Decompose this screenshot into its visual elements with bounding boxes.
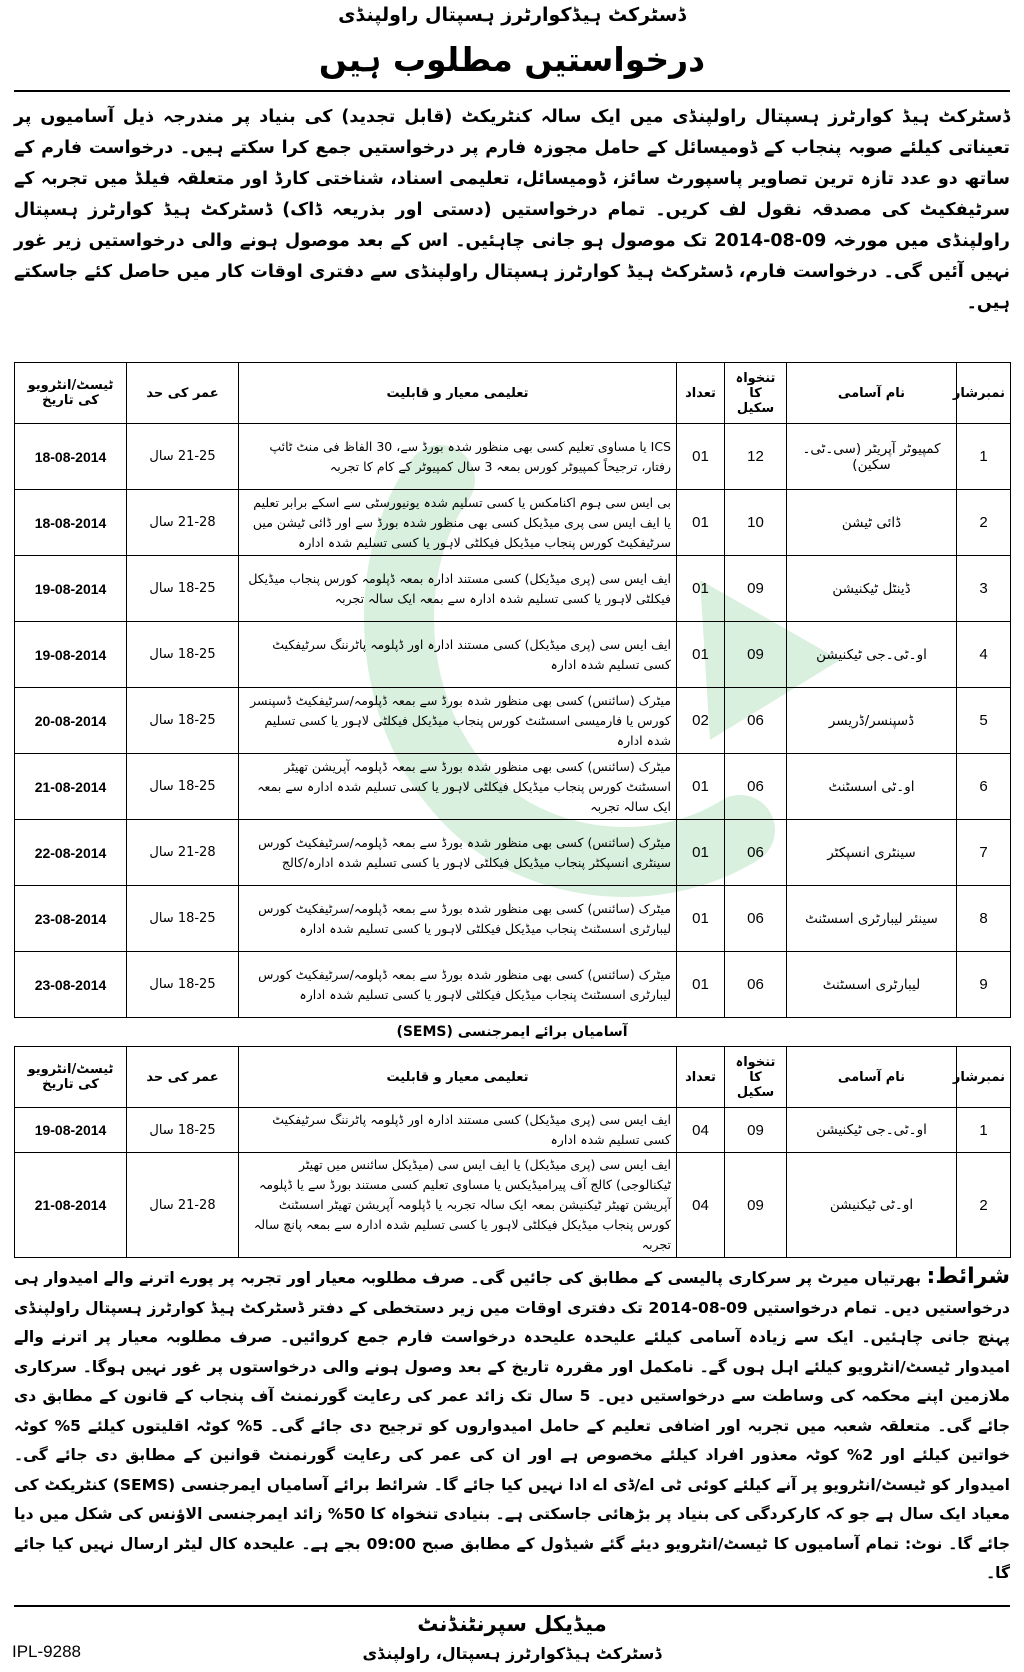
table-row: [15, 1153, 1011, 1258]
table-header-row: [15, 1047, 1011, 1108]
serial-cell: 9: [957, 952, 1011, 1018]
post-cell: او۔ٹی ٹیکنیشن: [787, 1153, 957, 1258]
table-row: [15, 622, 1011, 688]
table-row: [15, 820, 1011, 886]
qualification-cell: میٹرک (سائنس) کسی بھی منظور شدہ بورڈ سے بمعہ ڈپلومہ/سرٹیفکیٹ کورس لیبارٹری اسسٹنٹ پنجاب میڈیکل فیکلٹی لاہور یا کسی تسلیم شدہ ادارہ: [239, 952, 677, 1018]
age-cell: 21-28 سال: [127, 1153, 239, 1258]
scale-cell: 10: [725, 490, 787, 556]
col-qualification: تعلیمی معیار و قابلیت: [239, 363, 677, 424]
age-cell: 21-28 سال: [127, 820, 239, 886]
emergency-jobs-table: [14, 1046, 1011, 1258]
count-cell: 01: [677, 556, 725, 622]
count-cell: 02: [677, 688, 725, 754]
ipl-code: IPL-9288: [12, 1642, 81, 1661]
serial-cell: 5: [957, 688, 1011, 754]
signatory-title: میڈیکل سپرنٹنڈنٹ: [417, 1612, 607, 1636]
test-date-cell: 18-08-2014: [15, 424, 127, 490]
post-cell: ڈینٹل ٹیکنیشن: [787, 556, 957, 622]
age-cell: 18-25 سال: [127, 622, 239, 688]
conditions-label: شرائط:: [926, 1264, 1010, 1289]
qualification-cell: ایف ایس سی (پری میڈیکل) یا ایف ایس سی (میڈیکل سائنس میں تھیٹر ٹیکنالوجی) کالج آف پیرامیڈیکس یا مساوی تعلیم کسی مستند بورڈ سے یا ڈپلومہ آپریشن تھیٹر ٹیکنیشن بمعہ ایک سالہ تجربہ یا ڈپلومہ آپریشن تھیٹر اسسٹنٹ کورس پنجاب میڈیکل فیکلٹی لاہور یا کسی تسلیم شدہ ادارہ سے بمعہ پانچ سالہ تجربہ: [239, 1153, 677, 1258]
count-cell: 01: [677, 622, 725, 688]
post-cell: ڈائی ٹیشن: [787, 490, 957, 556]
post-cell: سینٹری انسپکٹر: [787, 820, 957, 886]
qualification-cell: ایف ایس سی (پری میڈیکل) کسی مستند ادارہ اور ڈپلومہ پاٹرننگ سرٹیفکیٹ کسی تسلیم شدہ ادارہ: [239, 622, 677, 688]
scale-cell: 09: [725, 1153, 787, 1258]
post-cell: لیبارٹری اسسٹنٹ: [787, 952, 957, 1018]
count-cell: 01: [677, 424, 725, 490]
table-row: [15, 424, 1011, 490]
emergency-heading: آسامیاں برائے ایمرجنسی (SEMS): [396, 1024, 628, 1040]
col-qualification: تعلیمی معیار و قابلیت: [239, 1047, 677, 1108]
serial-cell: 7: [957, 820, 1011, 886]
qualification-cell: میٹرک (سائنس) کسی بھی منظور شدہ بورڈ سے بمعہ ڈپلومہ/سرٹیفکیٹ ڈسپنسر کورس یا فارمیسی اسسٹنٹ کورس پنجاب میڈیکل فیکلٹی لاہور یا کسی تسلیم شدہ ادارہ: [239, 688, 677, 754]
col-count: تعداد: [677, 1047, 725, 1108]
table-row: [15, 754, 1011, 820]
test-date-cell: 21-08-2014: [15, 1153, 127, 1258]
col-count: تعداد: [677, 363, 725, 424]
post-cell: او۔ٹی اسسٹنٹ: [787, 754, 957, 820]
age-cell: 21-25 سال: [127, 424, 239, 490]
col-age: عمر کی حد: [127, 1047, 239, 1108]
post-cell: او۔ٹی۔جی ٹیکنیشن: [787, 1108, 957, 1153]
age-cell: 18-25 سال: [127, 556, 239, 622]
header-divider: [14, 90, 1010, 92]
age-cell: 18-25 سال: [127, 886, 239, 952]
age-cell: 18-25 سال: [127, 952, 239, 1018]
count-cell: 04: [677, 1108, 725, 1153]
table-row: [15, 688, 1011, 754]
count-cell: 04: [677, 1153, 725, 1258]
count-cell: 01: [677, 754, 725, 820]
col-serial: نمبرشار: [957, 1047, 1011, 1108]
scale-cell: 06: [725, 820, 787, 886]
table-row: [15, 556, 1011, 622]
post-cell: او۔ٹی۔جی ٹیکنیشن: [787, 622, 957, 688]
col-serial: نمبرشار: [957, 363, 1011, 424]
qualification-cell: میٹرک (سائنس) کسی بھی منظور شدہ بورڈ سے بمعہ ڈپلومہ/سرٹیفکیٹ کورس سینٹری انسپکٹر پنجاب میڈیکل فیکلٹی لاہور یا کسی تسلیم شدہ ادارہ/کالج: [239, 820, 677, 886]
serial-cell: 6: [957, 754, 1011, 820]
count-cell: 01: [677, 490, 725, 556]
col-post: نام آسامی: [787, 1047, 957, 1108]
col-age: عمر کی حد: [127, 363, 239, 424]
scale-cell: 06: [725, 754, 787, 820]
qualification-cell: ایف ایس سی (پری میڈیکل) کسی مستند ادارہ بمعہ ڈپلومہ کورس پنجاب میڈیکل فیکلٹی لاہور یا کسی تسلیم شدہ ادارہ سے بمعہ ایک سالہ تجربہ: [239, 556, 677, 622]
qualification-cell: میٹرک (سائنس) کسی بھی منظور شدہ بورڈ سے بمعہ ڈپلومہ/سرٹیفکیٹ کورس لیبارٹری اسسٹنٹ پنجاب میڈیکل فیکلٹی لاہور یا کسی تسلیم شدہ ادارہ: [239, 886, 677, 952]
serial-cell: 3: [957, 556, 1011, 622]
test-date-cell: 19-08-2014: [15, 622, 127, 688]
serial-cell: 1: [957, 1108, 1011, 1153]
test-date-cell: 20-08-2014: [15, 688, 127, 754]
table-row: [15, 490, 1011, 556]
count-cell: 01: [677, 886, 725, 952]
col-scale: تنخواہ کا سکیل: [725, 1047, 787, 1108]
signatory-office: ڈسٹرکٹ ہیڈکوارٹرز ہسپتال، راولپنڈی: [362, 1644, 662, 1663]
test-date-cell: 22-08-2014: [15, 820, 127, 886]
table-row: [15, 1108, 1011, 1153]
count-cell: 01: [677, 952, 725, 1018]
post-cell: کمپیوٹر آپریٹر (سی۔ٹی۔سکین): [787, 424, 957, 490]
serial-cell: 8: [957, 886, 1011, 952]
scale-cell: 12: [725, 424, 787, 490]
scale-cell: 09: [725, 556, 787, 622]
footer-divider: [14, 1605, 1010, 1607]
table-row: [15, 952, 1011, 1018]
intro-paragraph: ڈسٹرکٹ ہیڈ کوارٹرز ہسپتال راولپنڈی میں ایک سالہ کنٹریکٹ (قابل تجدید) کی بنیاد پر مندرجہ ذیل آسامیوں پر تعیناتی کیلئے صوبہ پنجاب کے ڈومیسائل کے حامل مجوزہ فارم پر درخواستیں جمع کرا سکتے ہیں۔ درخواست فارم کے ساتھ دو عدد تازہ ترین تصاویر پاسپورٹ سائز، ڈومیسائل، تعلیمی اسناد، شناختی کارڈ اور متعلقہ فیلڈ میں تجربہ کے سرٹیفکیٹ کی مصدقہ نقول لف کریں۔ تمام درخواستیں (دستی اور بذریعہ ڈاک) ڈسٹرکٹ ہیڈ کوارٹرز ہسپتال راولپنڈی میں مورخہ 09-08-2014 تک موصول ہو جانی چاہئیں۔ اس کے بعد موصول ہونے والی درخواستیں زیر غور نہیں آئیں گی۔ درخواست فارم، ڈسٹرکٹ ہیڈ کوارٹرز ہسپتال راولپنڈی سے دفتری اوقات کار میں حاصل کئے جاسکتے ہیں۔: [14, 107, 1010, 313]
scale-cell: 09: [725, 1108, 787, 1153]
post-cell: سینئر لیبارٹری اسسٹنٹ: [787, 886, 957, 952]
qualification-cell: ICS یا مساوی تعلیم کسی بھی منظور شدہ بورڈ سے، 30 الفاظ فی منٹ ٹائپ رفتار، ترجیحاً کمپیوٹر کورس بمعہ 3 سال کمپیوٹر کے کام کا تجربہ: [239, 424, 677, 490]
age-cell: 18-25 سال: [127, 688, 239, 754]
post-cell: ڈسپنسر/ڈریسر: [787, 688, 957, 754]
col-test-date: ٹیسٹ/انٹرویو کی تاریخ: [15, 1047, 127, 1108]
col-scale: تنخواہ کا سکیل: [725, 363, 787, 424]
serial-cell: 4: [957, 622, 1011, 688]
qualification-cell: میٹرک (سائنس) کسی بھی منظور شدہ بورڈ سے بمعہ ڈپلومہ آپریشن تھیٹر اسسٹنٹ کورس پنجاب میڈیکل فیکلٹی لاہور یا کسی تسلیم شدہ ادارہ سے بمعہ ایک سالہ تجربہ: [239, 754, 677, 820]
age-cell: 18-25 سال: [127, 1108, 239, 1153]
serial-cell: 2: [957, 1153, 1011, 1258]
test-date-cell: 23-08-2014: [15, 886, 127, 952]
test-date-cell: 21-08-2014: [15, 754, 127, 820]
test-date-cell: 23-08-2014: [15, 952, 127, 1018]
test-date-cell: 19-08-2014: [15, 1108, 127, 1153]
test-date-cell: 18-08-2014: [15, 490, 127, 556]
count-cell: 01: [677, 820, 725, 886]
conditions-text: بھرتیاں میرٹ پر سرکاری پالیسی کے مطابق کی جائیں گی۔ صرف مطلوبہ معیار اور تجربہ پر پورے اترنے والے امیدوار ہی درخواستیں دیں۔ تمام درخواستیں 09-08-2014 تک دفتری اوقات میں زیر دستخطی کے دفتر ڈسٹرکٹ ہیڈ کوارٹرز ہسپتال راولپنڈی پہنچ جانی چاہئیں۔ ایک سے زیادہ آسامی کیلئے علیحدہ علیحدہ درخواست فارم جمع کروائیں۔ صرف مطلوبہ معیار پر اترنے والے امیدوار ٹیسٹ/انٹرویو کیلئے اہل ہوں گے۔ نامکمل اور مقررہ تاریخ کے بعد وصول ہونے والی درخواستوں پر غور نہیں ہوگا۔ سرکاری ملازمین اپنے محکمہ کی وساطت سے درخواستیں دیں۔ 5 سال تک زائد عمر کی رعایت گورنمنٹ آف پنجاب کے قانون کے مطابق دی جائے گی۔ متعلقہ شعبہ میں تجربہ اور اضافی تعلیم کے حامل امیدواروں کو ترجیح دی جائے گی۔ 5% کوٹہ اقلیتوں کیلئے 5% کوٹہ خواتین کیلئے اور 2% کوٹہ معذور افراد کیلئے مخصوص ہے اور ان کی عمر کی رعایت گورنمنٹ قوانین کے مطابق دی جائے گی۔ امیدوار کو ٹیسٹ/انٹرویو پر آنے کیلئے کوئی ٹی اے/ڈی اے ادا نہیں کیا جائے گا۔ شرائط برائے آسامیاں ایمرجنسی (SEMS) کنٹریکٹ کی معیاد ایک سال ہے جو کہ کارکردگی کی بنیاد پر بڑھائی جاسکتی ہے۔ بنیادی تنخواہ کا 50% زائد ایمرجنسی الاؤنس کی شکل میں دیا جائے گا۔ نوٹ: تمام آسامیوں کا ٹیسٹ/انٹرویو دیئے گئے شیڈول کے مطابق صبح 09:00 بجے ہے۔ علیحدہ کال لیٹر ارسال نہیں کیا جائے گا۔: [14, 1269, 1011, 1582]
col-test-date: ٹیسٹ/انٹرویو کی تاریخ: [15, 363, 127, 424]
age-cell: 18-25 سال: [127, 754, 239, 820]
age-cell: 21-28 سال: [127, 490, 239, 556]
qualification-cell: ایف ایس سی (پری میڈیکل) کسی مستند ادارہ اور ڈپلومہ پاٹرننگ سرٹیفکیٹ کسی تسلیم شدہ ادارہ: [239, 1108, 677, 1153]
scale-cell: 09: [725, 622, 787, 688]
conditions-section: [14, 1262, 1010, 1589]
page-title: درخواستیں مطلوب ہیں: [318, 40, 706, 79]
col-post: نام آسامی: [787, 363, 957, 424]
scale-cell: 06: [725, 886, 787, 952]
qualification-cell: بی ایس سی ہوم اکنامکس یا کسی تسلیم شدہ یونیورسٹی سے اسکے برابر تعلیم یا ایف ایس سی پری میڈیکل کسی بھی منظور شدہ بورڈ سے اور ڈائی ٹیشن میں سرٹیفکیٹ کورس پنجاب میڈیکل فیکلٹی لاہور یا کسی تسلیم شدہ ادارہ: [239, 490, 677, 556]
serial-cell: 1: [957, 424, 1011, 490]
scale-cell: 06: [725, 952, 787, 1018]
table-row: [15, 886, 1011, 952]
serial-cell: 2: [957, 490, 1011, 556]
header-subtitle: ڈسٹرکٹ ہیڈکوارٹرز ہسپتال راولپنڈی: [338, 4, 686, 26]
table-header-row: [15, 363, 1011, 424]
test-date-cell: 19-08-2014: [15, 556, 127, 622]
scale-cell: 06: [725, 688, 787, 754]
jobs-table: [14, 362, 1011, 1018]
